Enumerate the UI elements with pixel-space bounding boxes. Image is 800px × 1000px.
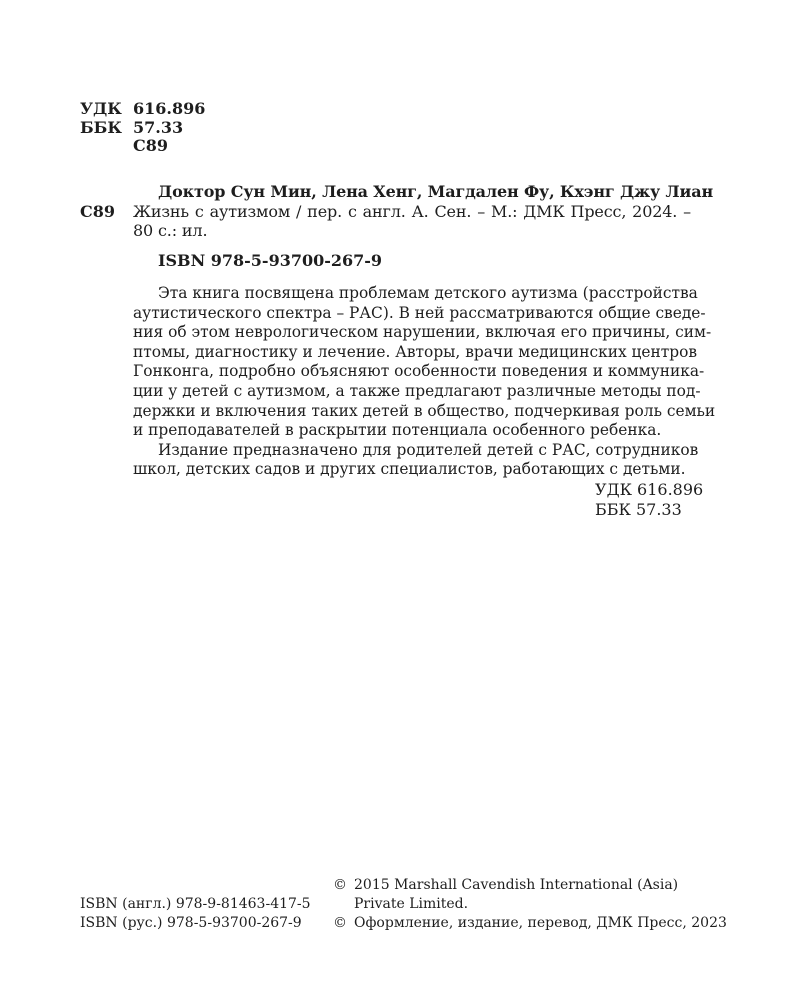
copyright-translation [333, 914, 727, 933]
book-isbn: ISBN 978-5-93700-267-9 [158, 251, 383, 270]
udk-code: УДК 616.896 [595, 480, 704, 499]
abstract-line: держки и включения таких детей в общество, подчеркивая роль семьи [133, 401, 716, 420]
abstract-line: Эта книга посвящена проблемам детского аутизма (расстройства [158, 284, 698, 302]
copyright-original [333, 876, 727, 895]
bbk-code: ББК 57.33 [595, 500, 682, 519]
copyright-original-line-1: 2015 Marshall Cavendish International (Asia) [354, 877, 679, 893]
abstract-line: Гонконга, подробно объясняют особенности поведения и коммуника- [133, 362, 705, 381]
abstract [133, 284, 716, 480]
abstract-line: аутистического спектра – РАС). В ней рассматриваются общие сведе- [133, 303, 706, 322]
abstract-line: Издание предназначено для родителей детей с РАС, сотрудников [158, 440, 699, 459]
book-title-line-2: 80 с.: ил. [133, 221, 208, 240]
abstract-line: школ, детских садов и других специалистов, работающих с детьми. [133, 460, 686, 479]
abstract-line: ния об этом неврологическом нарушении, включая его причины, сим- [133, 323, 712, 342]
footer-isbn-block [80, 895, 311, 933]
classification-codes [595, 480, 703, 520]
bbk-value: 57.33 [133, 118, 184, 137]
udk-label: УДК [80, 99, 122, 118]
author-mark-code: С89 [133, 136, 168, 155]
udk-value: 616.896 [133, 99, 206, 118]
bbk-label: ББК [80, 118, 122, 137]
copyright-symbol: © [333, 877, 347, 893]
abstract-line: птомы, диагностику и лечение. Авторы, врачи медицинских центров [133, 342, 698, 361]
copyright-translation-text: Оформление, издание, перевод, ДМК Пресс, 2023 [354, 915, 727, 931]
copyright-block [333, 876, 727, 933]
copyright-symbol: © [333, 915, 347, 931]
copyright-original-line-2: Private Limited. [354, 896, 469, 912]
abstract-line: ции у детей с аутизмом, а также предлагают различные методы под- [133, 381, 701, 400]
book-title-line-1: Жизнь с аутизмом / пер. с англ. А. Сен. – М.: ДМК Пресс, 2024. – [133, 202, 691, 221]
book-authors: Доктор Сун Мин, Лена Хенг, Магдален Фу, Кхэнг Джу Лиан [158, 182, 714, 201]
abstract-line: и преподавателей в раскрытии потенциала особенного ребенка. [133, 421, 662, 440]
isbn-russian: ISBN (рус.) 978-5-93700-267-9 [80, 915, 302, 931]
entry-author-mark: С89 [80, 202, 115, 221]
isbn-original: ISBN (англ.) 978-9-81463-417-5 [80, 896, 311, 912]
